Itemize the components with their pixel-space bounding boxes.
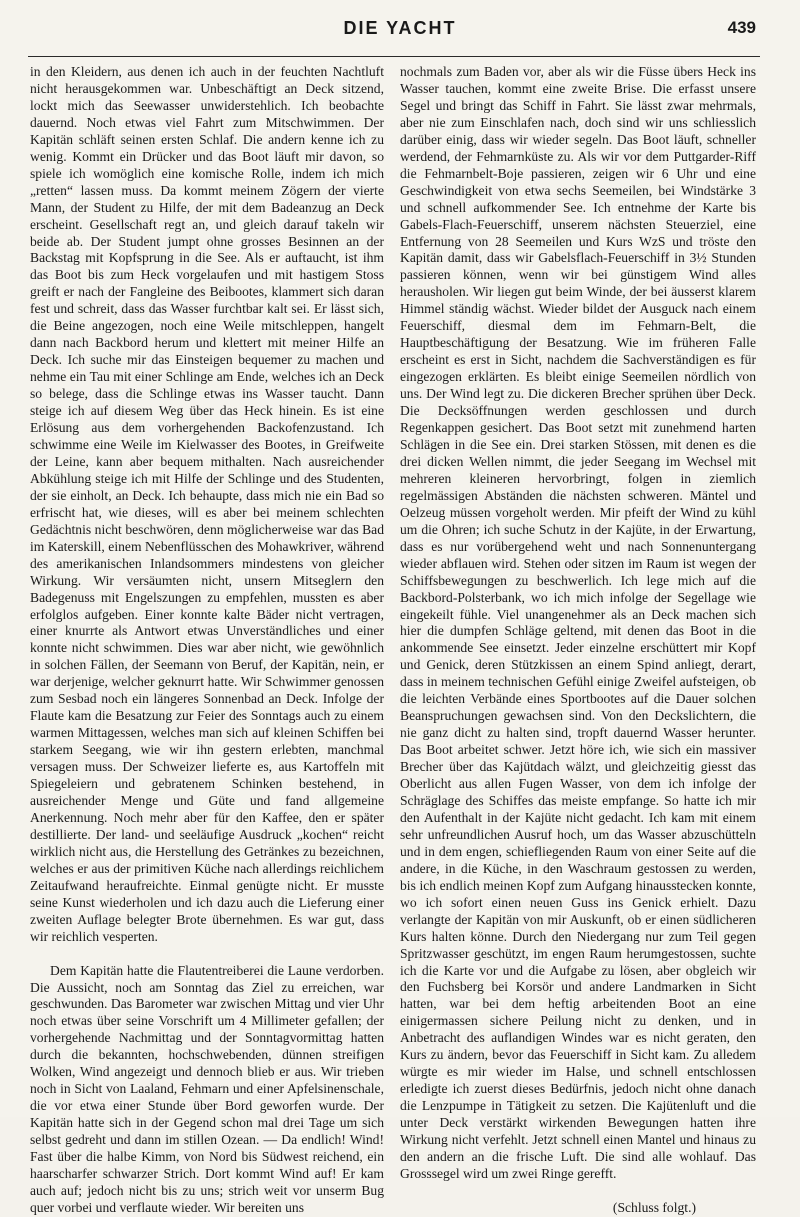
left-column [30, 64, 384, 1217]
header-rule [28, 56, 760, 57]
left-paragraph-1: in den Kleidern, aus denen ich auch in der feuchten Nachtluft nicht herausgekommen war. Unbeschäftigt an Deck sitzend, lockt mich das Seewasser unwiderstehlich. Ich beobachte dauernd. Noch etwas viel Fahrt zum Mitschwimmen. Der Kapitän schläft seinen ersten Schlaf. Die andern kenne ich zu wenig. Kommt ein Drücker und das Boot läuft mir davon, so spiele ich womöglich eine komische Rolle, indem ich mich „retten“ lassen muss. Da kommt meinem Zögern der vierte Mann, der Student zu Hilfe, der mit dem Badeanzug an Deck erscheint. Gesellschaft regt an, und gleich darauf takeln wir beide ab. Der Student jumpt ohne grosses Besinnen an der Backstag mit Kopfsprung in die See. Als er auftaucht, ist ihm das Boot bis zum Heck vorgelaufen und mit hastigem Stoss greift er nach der Fangleine des Beibootes, klammert sich daran fest und schreit, dass das Wasser furchtbar kalt sei. Er lässt sich, die Beine angezogen, noch eine Weile mitschleppen, hangelt dann nach Backbord herum und klettert mit meiner Hilfe an Deck. Ich suche mir das Einsteigen bequemer zu machen und nehme ein Tau mit einer Schlinge am Ende, welches ich an Deck so belege, dass die Schlinge etwas ins Wasser taucht. Dann steige ich auf diesem Weg über das Heck hinein. Es ist eine Erlösung aus dem vorhergehenden Backofenzustand. Ich schwimme eine Weile im Kielwasser des Bootes, in Greifweite der Leine, kann aber bequem mithalten. Nach ausreichender Abkühlung steige ich mit Hilfe der Schlinge und des Studenten, der sie einholt, an Deck. Ich behaupte, dass mich nie ein Bad so erfrischt hat, wie dieses, will es aber bei meinem schlechten Gedächtnis nicht beschwören, denn möglicherweise war das Bad im Katerskill, einem Nebenflüsschen des Mohawkriver, während des amerikanischen Inlandsommers mindestens von gleicher Wirkung. Wir versäumten nicht, unsern Mitseglern den Badegenuss mit Engelszungen zu empfehlen, mussten es aber erfolglos aufgeben. Einer konnte kalte Bäder nicht vertragen, einer knurrte als Antwort etwas Unverständliches und einer konnte nicht schwimmen. Dies war aber nicht, wie gewöhnlich in solchen Fällen, der Seemann von Beruf, der Kapitän, nein, er war derjenige, welcher geknurrt hatte. Wir Schwimmer genossen zum Sesbad noch ein längeres Sonnenbad an Deck. Infolge der Flaute kam die Besatzung zur Feier des Sonntags auch zu einem warmen Mittagessen, welches man sich auf kleinen Schiffen bei starkem Seegang, wie wir ihn gestern erlebten, manchmal versagen muss. Der Schweizer lieferte es, aus Kartoffeln mit Spiegeleiern und gebratenem Schinken bestehend, in ausreichender Menge und Güte und fand allgemeine Anerkennung. Noch mehr aber für den Kaffee, den er später destillierte. Der land- und seeläufige Ausdruck „kochen“ reicht wirklich nicht aus, die Herstellung des Getränkes zu bezeichnen, welches er aus der primitiven Küche nach allerdings reichlichem Zeitaufwand heraufreichte. Einmal genügte nicht. Er musste seine Kunst wiederholen und ich dazu auch die Lieferung einer zweiten Auflage belegter Brote übernehmen. Es war gut, dass wir reichlich vesperten. [30, 64, 384, 944]
right-column [400, 64, 756, 1217]
continued-note: (Schluss folgt.) [612, 1199, 696, 1215]
page-number: 439 [727, 18, 756, 37]
page-header [0, 14, 800, 44]
right-paragraph-1: nochmals zum Baden vor, aber als wir die Füsse übers Heck ins Wasser tauchen, kommt eine zweite Brise. Die erfasst unsere Segel und bringt das Schiff in Fahrt. Sie lässt zwar mehrmals, aber nie zum Einschlafen nach, doch sind wir uns schliesslich darüber einig, dass wir wieder segeln. Das Boot läuft, schneller werdend, der Fehmarnküste zu. Als wir vor dem Puttgarder-Riff die Fehmarnbelt-Boje passieren, zeigen wir 6 Uhr und eine Geschwindigkeit von etwa sechs Seemeilen, bei Windstärke 3 und schnell aufkommender See. Ich entnehme der Karte bis Gabels-Flach-Feuerschiff, unserem nächsten Steuerziel, eine Entfernung von 28 Seemeilen und Kurs WzS und tröste den Kapitän damit, dass wir Gabelsflach-Feuerschiff in 3½ Stunden passieren können, wenn wir bei günstigem Wind alles herausholen. Wir liegen gut beim Winde, der bei äusserst klarem Himmel ständig wächst. Wieder bildet der Ausguck nach einem Feuerschiff, diesmal dem im Fehmarn-Belt, die Hauptbeschäftigung der Besatzung. Wie im früheren Falle erscheint es erst in Sicht, nachdem die Sachverständigen es für eingezogen erklärten. Es bleibt einige Seemeilen nördlich von uns. Der Wind legt zu. Die dickeren Brecher sprühen über Deck. Die Decksöffnungen werden geschlossen und durch Regenkappen gesichert. Das Boot setzt mit zunehmend harten Schlägen in die See ein. Drei starken Stössen, mit denen es die drei dicken Wellen nimmt, die jeder Seegang im Wechsel mit mehreren kleineren hervorbringt, folgen in ziemlich regelmässigen Abständen die nächsten schweren. Mäntel und Oelzeug müssen vorgeholt werden. Mir pfeift der Wind zu kühl um die Ohren; ich suche Schutz in der Kajüte, in der Erwartung, dass es nur vorübergehend weht und nach Sonnenuntergang wieder abflauen wird. Stehen oder sitzen im Raum ist wegen der Schiffsbewegungen zu beschwerlich. Ich lege mich auf die Backbord-Polsterbank, wo ich mich infolge der Segellage wie eingekeilt fühle. Viel unangenehmer als an Deck machen sich hier die dumpfen Schläge geltend, mit denen das Boot in die ankommende See einsetzt. Jeder einzelne erschüttert mir Kopf und Genick, deren Stützkissen an einem Spind anliegt, derart, dass in meinem technischen Gefühl einige Zweifel aufsteigen, ob die leichten Verbände eines Sportbootes auf die Dauer solchen Beanspruchungen gewachsen sind. Von den Deckslichtern, die nie ganz dicht zu halten sind, tropft dauernd Wasser herunter. Das Boot arbeitet schwer. Jetzt höre ich, wie sich ein massiver Brecher über das Kajütdach wälzt, und gleichzeitig giesst das Oberlicht aus allen Fugen Wasser, von dem ich infolge der Schräglage des Schiffes das meiste empfange. So hatte ich mir den Aufenthalt in der Kajüte nicht gedacht. Ich kam mit einem sehr unfreundlichen Ausruf hoch, um das Wasser abzuschütteln und in dem engen, schiefliegenden Raum von einer Seite auf die andere, in die Küche, in den Waschraum gestossen zu werden, bis ich endlich meinen Kopf zum Aufgang hinausstecken konnte, wo ich sofort einen neuen Guss ins Genick erhielt. Dazu verlangte der Kapitän von mir Auskunft, ob er einen südlicheren Kurs halten könne. Durch den Niedergang nur zum Teil gegen Spritzwasser geschützt, im engen Raum herumgestossen, suchte ich die Karte vor und die Aufgabe zu lösen, aber obgleich wir den Fuchsberg bei Korsör und andere Landmarken in Sicht hatten, war bei dem heftig arbeitenden Boot an eine einigermassen sichere Peilung nicht zu denken, und in Anbetracht des auflandigen Windes war es nicht geraten, den Kurs zu ändern, bevor das Feuerschiff in Sicht kam. Zu alledem würgte es mir wieder im Halse, und schnell entschlossen erledigte ich zuerst dieses Bedürfnis, jedoch nicht ohne danach die Lenzpumpe in Tätigkeit zu setzen. Die Kajütenluft und die unter Deck verstärkt wirkenden Bewegungen hatten ihre Wirkung nicht verfehlt. Jetzt schnell einen Mantel und hinaus zu den andern an die frische Luft. Die sind alle wohlauf. Das Grosssegel wird um zwei Ringe gerefft. [400, 64, 756, 1181]
journal-title: DIE YACHT [343, 18, 457, 38]
left-paragraph-2: Dem Kapitän hatte die Flautentreiberei die Laune verdorben. Die Aussicht, noch am Sonntag das Ziel zu erreichen, war geschwunden. Das Barometer war zwischen Mittag und vier Uhr noch etwas über seine Vorschrift um 4 Millimeter gefallen; der vorhergehende Nachmittag und der Sonntagvormittag hatten durch die bekannten, hochschwebenden, dünnen streifigen Wolken, Wind angezeigt und dennoch blieb er aus. Wir trieben noch in Sicht von Laaland, Fehmarn und einer Apfelsinenschale, die vor etwa einer Stunde über Bord geworfen wurde. Der Kapitän hatte sich in der Gegend schon mal drei Tage um sich selbst gedreht und dann im stillen Ozean. — Da endlich! Wind! Fast über die halbe Kimm, von Nord bis Südwest reichend, ein haarscharfer schwarzer Strich. Dort kommt Wind auf! Er kam auch auf; jedoch nicht bis zu uns; strich weit vor unserm Bug quer vorbei und verflaute wieder. Wir bereiten uns [30, 962, 384, 1215]
